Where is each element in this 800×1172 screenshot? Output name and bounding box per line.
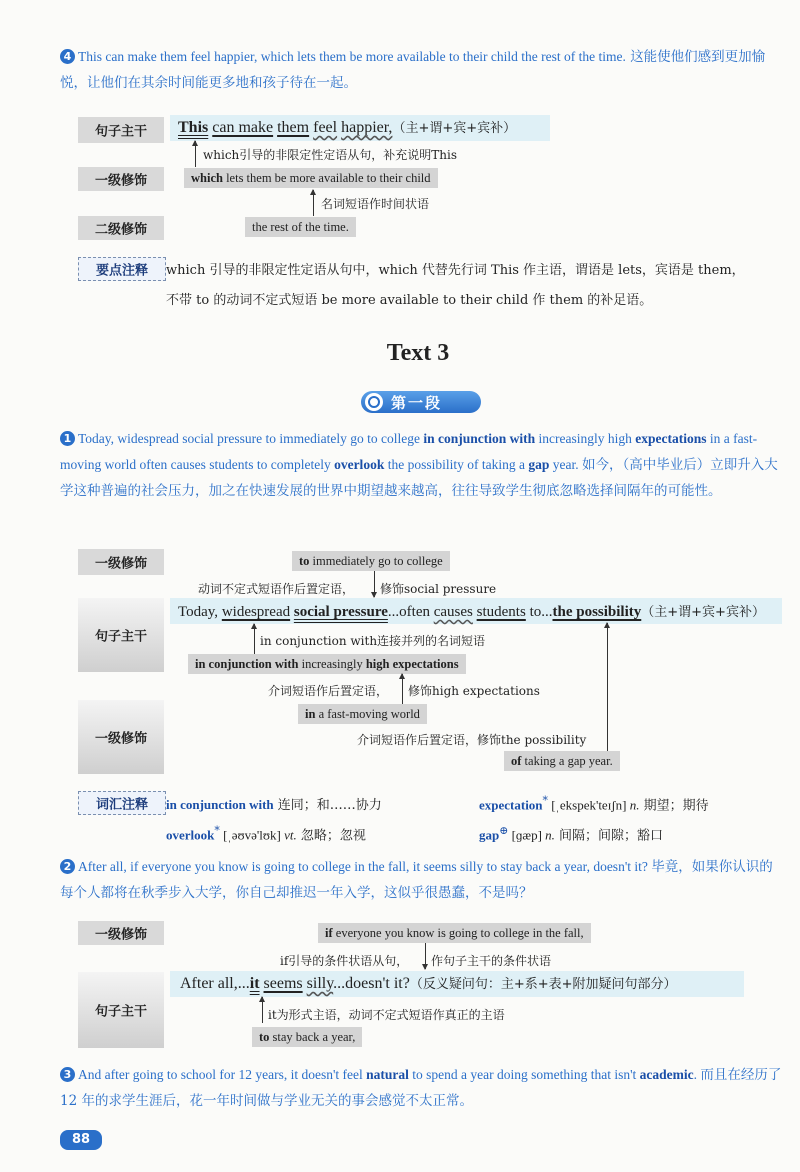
vocab-item: gap⊕ [ɡæp] n. 间隔；间隙；豁口	[479, 824, 664, 844]
key-notes: which 引导的非限定性定语从句中，which 代替先行词 This 作主语，谓语是 lets，宾语是 them， 不带 to 的动词不定式短语 be more available to their child 作 them 的补足语。	[166, 263, 745, 308]
annotation: it为形式主语，动词不定式短语作真正的主语	[268, 1008, 505, 1022]
label-modifier-1: 一级修饰	[78, 549, 164, 575]
page-number: 88	[60, 1130, 102, 1150]
arrow-up-icon	[192, 140, 198, 146]
annotation: 介词短语作后置定语，	[268, 684, 389, 698]
arrow-line	[607, 623, 608, 751]
label-modifier-1: 一级修饰	[78, 167, 164, 191]
modifier-box: in a fast-moving world	[298, 704, 427, 724]
text-title: Text 3	[386, 340, 450, 366]
arrow-up-icon	[604, 622, 610, 628]
arrow-up-icon	[399, 673, 405, 679]
modifier-box: of taking a gap year.	[504, 751, 620, 771]
sentence-2: 2 After all, if everyone you know is going to college in the fall, it seems silly to stay back a year, doesn't it? 毕竟，如果你认识的每个人都将在秋季步入大学，你自己却推迟一年入学，这似乎很愚蠢，不是吗？	[60, 859, 773, 901]
annotation: 动词不定式短语作后置定语，	[198, 582, 355, 596]
label-main-clause: 句子主干	[78, 117, 164, 143]
modifier-1-box: which lets them be more available to their child	[184, 168, 438, 188]
annotation: if引导的条件状语从句，	[280, 954, 409, 968]
annotation: 名词短语作时间状语	[321, 197, 430, 211]
sentence-3: 3 And after going to school for 12 years, it doesn't feel natural to spend a year doing something that isn't academic. 而且在经历了 12 年的求学生涯后，花一年时间做与学业无关的事会感觉不太正常。	[60, 1067, 782, 1109]
search-icon	[365, 393, 383, 411]
main-clause: Today, widespread social pressure...often causes students to...the possibility（主+谓+宾+宾补）	[178, 604, 765, 620]
annotation: in conjunction with连接并列的名词短语	[260, 634, 486, 648]
coordinate-box: in conjunction with increasingly high expectations	[188, 654, 466, 674]
sentence-number: 4	[60, 49, 75, 64]
annotation: which引导的非限定性定语从句，补充说明This	[203, 148, 458, 162]
label-modifier-1: 一级修饰	[78, 921, 164, 945]
sentence-1: 1 Today, widespread social pressure to immediately go to college in conjunction with increasingly high expectations in a fast-moving world often causes students to completely overlook the possibility of taking a gap year. 如今，（高中毕业后）立即升入大学这种普遍的社会压力，加之在快速发展的世界中期望越来越高，往往导致学生彻底忽略选择间隔年的可能性。	[60, 431, 778, 499]
arrow-down-icon	[422, 964, 428, 970]
label-key-notes: 要点注释	[78, 257, 166, 281]
vocab-item: expectation* [ˌekspek'teɪʃn] n. 期望；期待	[479, 794, 709, 814]
label-modifier-1b: 一级修饰	[78, 700, 164, 774]
annotation: 作句子主干的条件状语	[431, 954, 552, 968]
modifier-box: to immediately go to college	[292, 551, 450, 571]
main-clause: After all,...it seems silly...doesn't it?（反义疑问句：主+系+表+附加疑问句部分）	[180, 975, 677, 992]
annotation: 介词短语作后置定语，修饰the possibility	[357, 733, 587, 747]
label-modifier-2: 二级修饰	[78, 216, 164, 240]
arrow-up-icon	[310, 189, 316, 195]
annotation: 修饰high expectations	[408, 684, 540, 698]
modifier-2-box: the rest of the time.	[245, 217, 356, 237]
vocab-item: in conjunction with 连同；和……协力	[166, 797, 382, 813]
modifier-box: to stay back a year,	[252, 1027, 362, 1047]
main-clause: This can make them feel happier,（主+谓+宾+宾补）	[178, 119, 517, 136]
sentence-4: 4 This can make them feel happier, which lets them be more available to their child the rest of the time. 这能使他们感到更加愉悦，让他们在其余时间能更多地和孩子待在一起。	[60, 49, 766, 91]
section-pill: 第一段	[361, 391, 481, 413]
label-main-clause: 句子主干	[78, 972, 164, 1048]
annotation: 修饰social pressure	[380, 582, 497, 596]
modifier-box: if everyone you know is going to college in the fall,	[318, 923, 591, 943]
arrow-up-icon	[251, 623, 257, 629]
arrow-up-icon	[259, 996, 265, 1002]
label-main-clause: 句子主干	[78, 598, 164, 672]
label-vocabulary: 词汇注释	[78, 791, 166, 815]
vocab-item: overlook* [ˌəʊvə'lʊk] vt. 忽略；忽视	[166, 824, 366, 844]
